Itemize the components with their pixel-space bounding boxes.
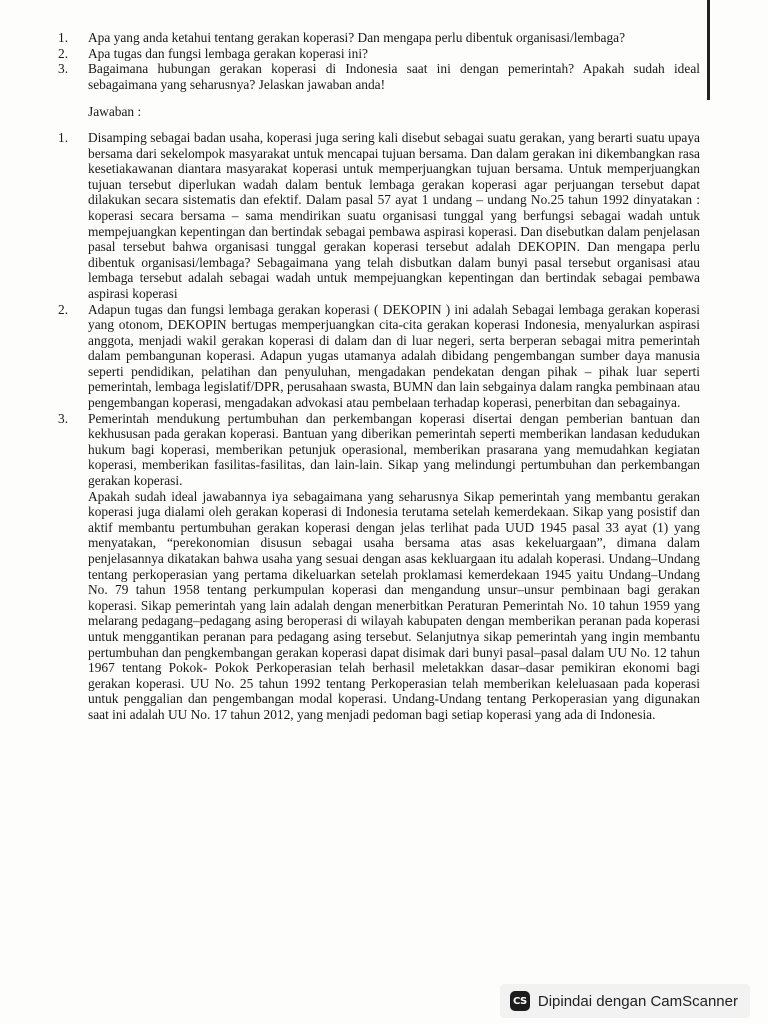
answer-number: 2. — [58, 301, 69, 317]
question-number: 2. — [58, 45, 69, 61]
camscanner-icon: CS — [510, 991, 530, 1011]
answer-item — [58, 302, 700, 411]
answer-item — [58, 411, 700, 723]
question-text: Apa tugas dan fungsi lembaga gerakan koperasi ini? — [88, 45, 368, 61]
answer-paragraph: Apakah sudah ideal jawabannya iya sebagaimana yang seharusnya Sikap pemerintah yang membantu gerakan koperasi juga dialami oleh gerakan koperasi di Indonesia terutama setelah kemerdekaan. Sikap yang posistif dan aktif membantu pertumbuhan gerakan koperasi dengan jelas terlihat pada UUD 1945 pasal 33 ayat (1) yang menyatakan, “perekonomian disusun sebagai usaha bersama atas asas kekeluargaan”, dimana dalam penjelasannya dikatakan bahwa usaha yang sesuai dengan asas kekluargaan itu adalah koperasi. Undang–Undang tentang perkoperasian yang pertama dikeluarkan setelah proklamasi kemerdekaan 1945 yaitu Undang–Undang No. 79 tahun 1958 tentang perkumpulan koperasi dan mengandung unsur–unsur pembinaan bagi gerakan koperasi. Sikap pemerintah yang lain adalah dengan menerbitkan Peraturan Pemerintah No. 10 tahun 1959 yang melarang pedagang–pedagang asing beroperasi di wilayah kabupaten dengan memberikan peranan pada koperasi untuk menggantikan peranan para pedagang asing tersebut. Selanjutnya sikap pemerintah yang ingin membantu pertumbuhan dan pengkembangan gerakan koperasi dapat disimak dari bunyi pasal–pasal dalam UU No. 12 tahun 1967 tentang Pokok- Pokok Perkoperasian telah berhasil meletakkan dasar–dasar pemikiran ekonomi bagi gerakan koperasi. UU No. 25 tahun 1992 tentang Perkoperasian telah memberikan keleluasaan pada koperasi untuk penggalian dan pengembangan modal koperasi. Undang-Undang tentang Perkoperasian yang digunakan saat ini adalah UU No. 17 tahun 2012, yang menjadi pedoman bagi setiap koperasi yang ada di Indonesia. — [88, 488, 700, 722]
page-edge-line — [707, 0, 710, 100]
answer-paragraph: Pemerintah mendukung pertumbuhan dan perkembangan koperasi disertai dengan pemberian bantuan dan kekhususan pada gerakan koperasi. Bantuan yang diberikan pemerintah seperti memberikan landasan kedudukan hukum bagi koperasi, memberikan petunjuk operasional, memberikan prasarana yang memudahkan kegiatan koperasi, memberikan fasilitas-fasilitas, dan lain-lain. Sikap yang melindungi pertumbuhan dan perkembangan gerakan koperasi. — [88, 410, 700, 489]
answer-paragraph: Disamping sebagai badan usaha, koperasi juga sering kali disebut sebagai suatu gerakan, yang berarti suatu upaya bersama dari sekelompok masyarakat untuk mencapai tujuan bersama. Dan dalam gerakan ini dikembangkan rasa kesetiakawanan diantara masyarakat koperasi untuk memperjuangkan tujuan bersama. Untuk memperjuangkan tujuan tersebut diperlukan wadah dalam bentuk lembaga gerakan koperasi agar perjuangan tersebut dapat dilakukan secara sistematis dan efektif. Dalam pasal 57 ayat 1 undang – undang No.25 tahun 1992 dinyatakan : koperasi secara bersama – sama mendirikan suatu organisasi tunggal yang berfungsi sebagai wadah untuk mempejuangkan kepentingan dan bertindak sebagai pembawa aspirasi koperasi. Dan disebutkan dalam penjelasan pasal tersebut bahwa organisasi tunggal gerakan koperasi tersebut adalah DEKOPIN. Dan mengapa perlu dibentuk organisasi/lembaga? Sebagaimana yang telah disbutkan dalam bunyi pasal tersebut organisasi atau lembaga tersebut adalah sebagai wadah untuk mempejuangkan kepentingan dan bertindak sebagai pembawa aspirasi koperasi — [88, 129, 700, 301]
question-item — [58, 46, 700, 62]
camscanner-watermark — [500, 984, 750, 1018]
question-text: Bagaimana hubungan gerakan koperasi di Indonesia saat ini dengan pemerintah? Apakah sudah ideal sebagaimana yang seharusnya? Jelaskan jawaban anda! — [88, 61, 700, 92]
question-list — [58, 30, 700, 92]
answer-paragraph: Adapun tugas dan fungsi lembaga gerakan koperasi ( DEKOPIN ) ini adalah Sebagai lembaga gerakan koperasi yang otonom, DEKOPIN bertugas memperjuangkan cita-cita gerakan koperasi Indonesia, menyalurkan aspirasi anggota, menjadi wakil gerakan koperasi di dalam dan di luar negeri, serta berperan sebagai mitra pemerintah dalam pembangunan koperasi. Adapun yugas utamanya adalah dibidang pengembangan sumber daya manusia seperti pendidikan, pelatihan dan penyuluhan, mengadakan pendekatan dengan pihak – pihak luar seperti pemerintah, lembaga legislatif/DPR, perusahaan swasta, BUMN dan lain sebgainya dalam rangka pembinaan atau pengembangan koperasi, mengadakan advokasi atau pembelaan terhadap koperasi, penerbitan dan sebagainya. — [88, 301, 700, 411]
question-item — [58, 61, 700, 92]
question-text: Apa yang anda ketahui tentang gerakan koperasi? Dan mengapa perlu dibentuk organisasi/lembaga? — [88, 30, 626, 45]
answer-item — [58, 130, 700, 302]
question-number: 3. — [58, 61, 69, 77]
document-body — [58, 30, 700, 723]
answer-heading: Jawaban : — [88, 104, 142, 120]
question-number: 1. — [58, 30, 69, 45]
answer-number: 3. — [58, 410, 69, 426]
answer-list — [58, 130, 700, 723]
question-item — [58, 30, 700, 46]
answer-number: 1. — [58, 129, 69, 145]
watermark-label: Dipindai dengan CamScanner — [537, 992, 738, 1010]
